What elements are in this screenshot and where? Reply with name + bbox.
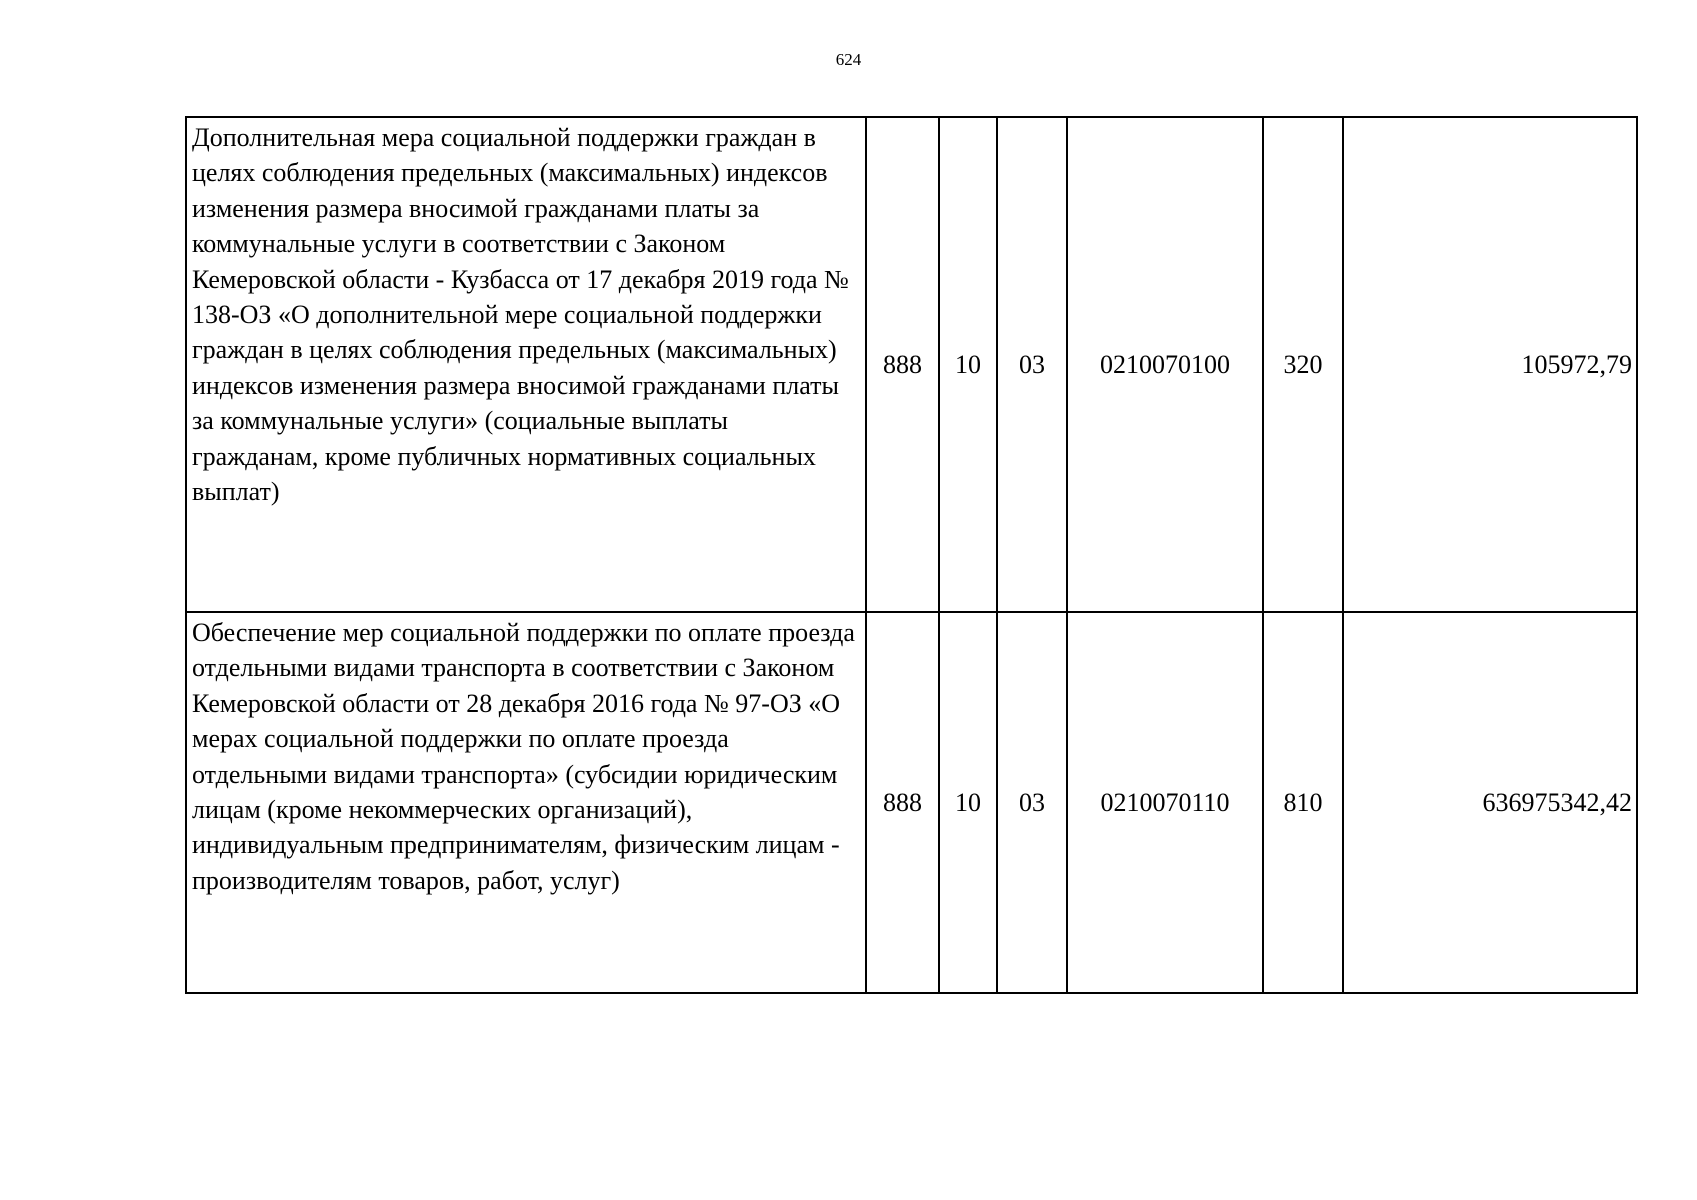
section-code: 10	[939, 117, 997, 612]
row-description: Обеспечение мер социальной поддержки по оплате проезда отдельными видами транспорта в соответствии с Законом Кемеровской области от 28 декабря 2016 года № 97-ОЗ «О мерах социальной поддержки по оплате проезда отдельными видами транспорта» (субсидии юридическим лицам (кроме некоммерческих организаций), индивидуальным предпринимателям, физическим лицам - производителям товаров, работ, услуг)	[186, 612, 866, 993]
subsection-code: 03	[997, 612, 1067, 993]
ministry-code: 888	[866, 612, 939, 993]
ministry-code: 888	[866, 117, 939, 612]
row-description: Дополнительная мера социальной поддержки граждан в целях соблюдения предельных (максимальных) индексов изменения размера вносимой гражданами платы за коммунальные услуги в соответствии с Законом Кемеровской области - Кузбасса от 17 декабря 2019 года № 138-ОЗ «О дополнительной мере социальной поддержки граждан в целях соблюдения предельных (максимальных) индексов изменения размера вносимой гражданами платы за коммунальные услуги» (социальные выплаты гражданам, кроме публичных нормативных социальных выплат)	[186, 117, 866, 612]
page-number: 624	[835, 50, 862, 69]
expense-type-code: 320	[1263, 117, 1343, 612]
target-article-code: 0210070100	[1067, 117, 1263, 612]
subsection-code: 03	[997, 117, 1067, 612]
expense-type-code: 810	[1263, 612, 1343, 993]
table-row	[186, 612, 1637, 993]
target-article-code: 0210070110	[1067, 612, 1263, 993]
amount-value: 105972,79	[1343, 117, 1637, 612]
budget-table	[185, 116, 1638, 994]
table-row	[186, 117, 1637, 612]
section-code: 10	[939, 612, 997, 993]
amount-value: 636975342,42	[1343, 612, 1637, 993]
